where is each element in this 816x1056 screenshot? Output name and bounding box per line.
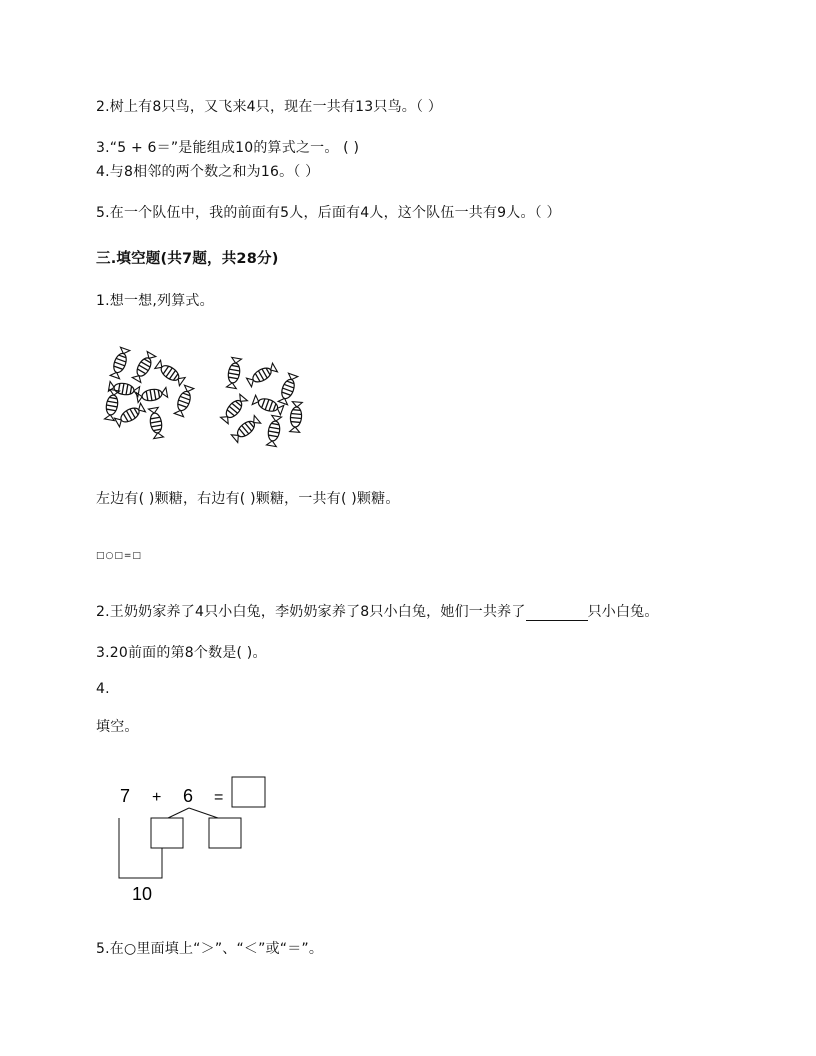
right-candy-group xyxy=(220,357,303,446)
diagram-result-box[interactable] xyxy=(232,777,265,807)
fill-q3: 3.20前面的第8个数是( )。 xyxy=(96,645,267,661)
fill-q4-instruction: 填空。 xyxy=(96,719,139,735)
diagram-equals-sign: = xyxy=(214,789,224,806)
fill-q2 xyxy=(96,601,659,621)
fill-q2-after: 只小白兔。 xyxy=(587,604,659,620)
fill-q2-before: 2.王奶奶家养了4只小白兔，李奶奶家养了8只小白兔，她们一共养了 xyxy=(96,604,526,620)
diagram-split-box-left[interactable] xyxy=(151,818,183,848)
fill-q4-number: 4. xyxy=(96,681,110,697)
fill-q1-formula: □○□=□ xyxy=(96,551,142,561)
fill-q5: 5.在○里面填上“＞”、“＜”或“＝”。 xyxy=(96,941,324,957)
fill-q2-blank[interactable] xyxy=(526,606,588,621)
fill-q1-answer-line: 左边有( )颗糖，右边有( )颗糖，一共有( )颗糖。 xyxy=(96,491,400,507)
left-candy-group xyxy=(104,347,194,439)
diagram-addend-b: 6 xyxy=(183,786,194,806)
question-2-tf: 2.树上有8只鸟，又飞来4只，现在一共有13只鸟。（ ） xyxy=(96,99,443,115)
diagram-plus-sign: + xyxy=(152,789,162,806)
question-5-tf: 5.在一个队伍中，我的前面有5人，后面有4人，这个队伍一共有9人。（ ） xyxy=(96,205,561,221)
diagram-addend-a: 7 xyxy=(120,786,131,806)
diagram-split-box-right[interactable] xyxy=(209,818,241,848)
candy-illustration xyxy=(100,345,320,455)
addition-diagram xyxy=(100,770,280,910)
question-3-tf: 3.“5 + 6＝”是能组成10的算式之一。 ( ) xyxy=(96,140,360,156)
question-4-tf: 4.与8相邻的两个数之和为16。（ ） xyxy=(96,164,320,180)
diagram-ten: 10 xyxy=(132,884,153,904)
fill-q1-prompt: 1.想一想,列算式。 xyxy=(96,293,214,309)
section-heading: 三.填空题(共7题，共28分) xyxy=(96,251,279,267)
